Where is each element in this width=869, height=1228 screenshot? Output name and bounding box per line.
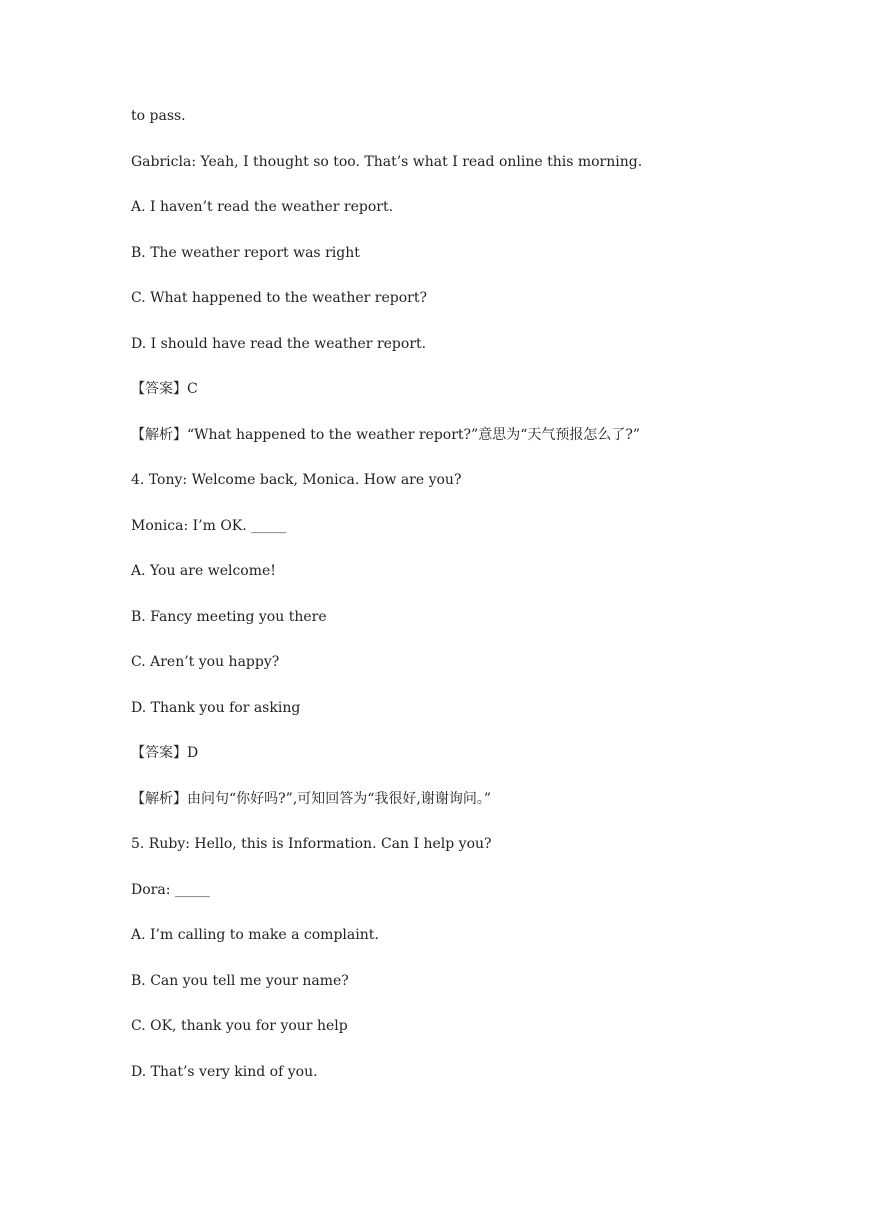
option-b: B. Fancy meeting you there (131, 609, 327, 625)
option-d: D. That’s very kind of you. (131, 1064, 318, 1080)
text-line-dialogue: Monica: I’m OK. _____ (131, 518, 287, 534)
option-b: B. Can you tell me your name? (131, 973, 349, 989)
option-c: C. What happened to the weather report? (131, 290, 427, 306)
answer-line: 【答案】D (131, 745, 199, 761)
explanation-line: 【解析】由问句“你好吗?”,可知回答为“我很好,谢谢询问。” (131, 791, 492, 807)
text-line-continuation: to pass. (131, 108, 186, 124)
option-d: D. I should have read the weather report. (131, 336, 427, 352)
question-5: 5. Ruby: Hello, this is Information. Can I help you? (131, 836, 492, 852)
question-4: 4. Tony: Welcome back, Monica. How are you? (131, 472, 462, 488)
option-a: A. I haven’t read the weather report. (131, 199, 394, 215)
option-a: A. You are welcome! (131, 563, 276, 579)
option-d: D. Thank you for asking (131, 700, 301, 716)
option-b: B. The weather report was right (131, 245, 360, 261)
explanation-line: 【解析】“What happened to the weather report?”意思为“天气预报怎么了?” (131, 427, 641, 443)
option-c: C. OK, thank you for your help (131, 1018, 348, 1034)
text-line-dialogue: Gabricla: Yeah, I thought so too. That’s what I read online this morning. (131, 154, 643, 170)
option-a: A. I’m calling to make a complaint. (131, 927, 379, 943)
option-c: C. Aren’t you happy? (131, 654, 280, 670)
answer-line: 【答案】C (131, 381, 198, 397)
text-line-dialogue: Dora: _____ (131, 882, 210, 898)
